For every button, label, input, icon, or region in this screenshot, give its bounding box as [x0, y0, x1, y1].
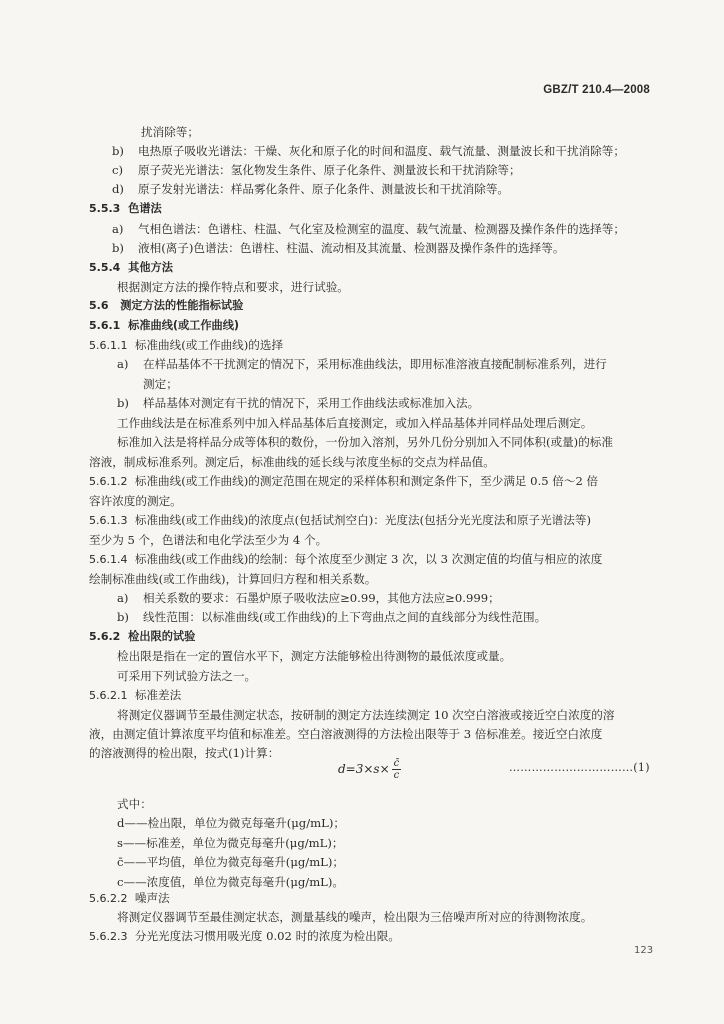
variable-definition: c——浓度值，单位为微克每毫升(μg/mL)。 [117, 875, 345, 889]
formula-denominator: c [393, 770, 400, 781]
list-item: a) 在样品基体不干扰测定的情况下，采用标准曲线法，即用标准溶液直接配制标准系列，进行 [117, 357, 607, 371]
section-heading: 5.6 测定方法的性能指标试验 [89, 299, 244, 312]
list-item: b) 液相(离子)色谱法：色谱柱、柱温、流动相及其流量、检测器及操作条件的选择等。 [112, 241, 565, 255]
text-line: 测定； [143, 377, 178, 391]
text-line: 可采用下列试验方法之一。 [117, 669, 257, 683]
list-item: a) 相关系数的要求：石墨炉原子吸收法应≥0.99，其他方法应≥0.999； [117, 591, 500, 605]
section-heading: 5.6.1.1 标准曲线(或工作曲线)的选择 [89, 338, 284, 352]
text-line: 将测定仪器调节至最佳测定状态，测量基线的噪声，检出限为三倍噪声所对应的待测物浓度。 [117, 910, 593, 924]
detection-limit-formula [338, 758, 401, 781]
text-line: 的溶液测得的检出限，按式(1)计算： [89, 746, 280, 760]
variable-definition: c̄——平均值，单位为微克每毫升(μg/mL)； [117, 855, 345, 869]
page-number: 123 [634, 945, 654, 956]
section-heading: 5.5.4 其他方法 [89, 261, 173, 274]
list-item: c) 原子荧光光谱法：氢化物发生条件、原子化条件、测量波长和干扰消除等； [112, 163, 521, 177]
formula-lhs: d=3×s× [338, 762, 390, 776]
section-heading: 5.6.1 标准曲线(或工作曲线) [89, 319, 240, 332]
list-item: b) 样品基体对测定有干扰的情况下，采用工作曲线法或标准加入法。 [117, 396, 480, 410]
text-line: 至少为 5 个，色谱法和电化学法至少为 4 个。 [89, 533, 328, 547]
text-line: 工作曲线法是在标准系列中加入样品基体后直接测定，或加入样品基体并同样品处理后测定。 [117, 416, 593, 430]
section-heading: 5.6.2 检出限的试验 [89, 630, 196, 643]
text-line: 标准加入法是将样品分成等体积的数份，一份加入溶剂，另外几份分别加入不同体积(或量)的标准 [117, 435, 613, 449]
section-heading: 5.6.1.4 标准曲线(或工作曲线)的绘制：每个浓度至少测定 3 次，以 3 次测定值的均值与相应的浓度 [89, 552, 603, 566]
variable-definition: s——标准差，单位为微克每毫升(μg/mL)； [117, 836, 344, 850]
section-heading: 5.6.2.1 标准差法 [89, 688, 182, 702]
formula-numerator: c̄ [393, 758, 400, 769]
variable-definition: d——检出限，单位为微克每毫升(μg/mL)； [117, 816, 345, 830]
text-line: 溶液，制成标准系列。测定后，标准曲线的延长线与浓度坐标的交点为样品值。 [89, 455, 495, 469]
section-heading: 5.6.1.3 标准曲线(或工作曲线)的浓度点(包括试剂空白)：光度法(包括分光光度法和原子光谱法等) [89, 513, 591, 527]
text-line: 绘制标准曲线(或工作曲线)，计算回归方程和相关系数。 [89, 572, 377, 586]
list-item: b) 线性范围：以标准曲线(或工作曲线)的上下弯曲点之间的直线部分为线性范围。 [117, 610, 547, 624]
text-line: 检出限是指在一定的置信水平下，测定方法能够检出待测物的最低浓度或量。 [117, 649, 512, 663]
section-heading: 5.5.3 色谱法 [89, 202, 162, 215]
list-item: b) 电热原子吸收光谱法：干燥、灰化和原子化的时间和温度、载气流量、测量波长和干扰消除等； [112, 144, 625, 158]
section-heading: 5.6.2.3 分光光度法习惯用吸光度 0.02 时的浓度为检出限。 [89, 929, 400, 943]
text-line: 容许浓度的测定。 [89, 494, 182, 508]
text-line: 将测定仪器调节至最佳测定状态，按研制的测定方法连续测定 10 次空白溶液或接近空白浓度的溶 [117, 708, 615, 722]
list-item: a) 气相色谱法：色谱柱、柱温、气化室及检测室的温度、载气流量、检测器及操作条件的选择等； [112, 222, 625, 236]
section-heading: 5.6.2.2 噪声法 [89, 891, 170, 905]
text-line: 扰消除等； [141, 125, 199, 139]
text-line: 液，由测定值计算浓度平均值和标准差。空白溶液测得的方法检出限等于 3 倍标准差。接近空白浓度 [89, 727, 603, 741]
standard-code: GBZ/T 210.4—2008 [543, 84, 650, 96]
formula-fraction [392, 758, 402, 781]
section-heading: 5.6.1.2 标准曲线(或工作曲线)的测定范围在规定的采样体积和测定条件下，至少满足 0.5 倍～2 倍 [89, 474, 599, 488]
text-line: 根据测定方法的操作特点和要求，进行试验。 [117, 280, 349, 294]
text-line: 式中： [117, 797, 152, 811]
equation-number: ……………………………(1) [509, 761, 650, 774]
list-item: d) 原子发射光谱法：样品雾化条件、原子化条件、测量波长和干扰消除等。 [112, 182, 510, 196]
